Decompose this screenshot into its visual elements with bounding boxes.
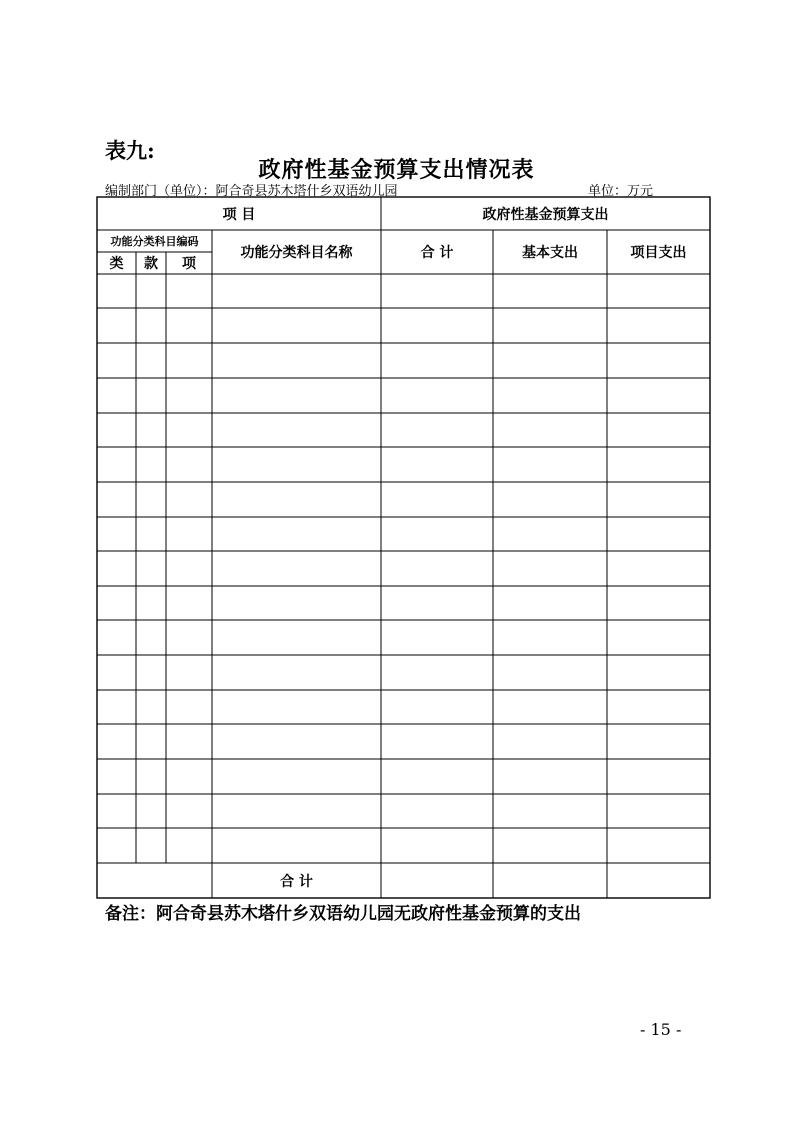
page-number: - 15 - — [640, 1020, 682, 1039]
header-col-kuan: 款 — [144, 256, 158, 272]
header-item-group: 项 目 — [222, 206, 256, 223]
header-col-project: 项目支出 — [630, 245, 687, 261]
header-function-code: 功能分类科目编码 — [110, 235, 199, 248]
header-expense-group: 政府性基金预算支出 — [482, 206, 609, 223]
page-title: 政府性基金预算支出情况表 — [258, 157, 535, 183]
header-col-basic: 基本支出 — [522, 245, 578, 261]
remark-note: 备注：阿合奇县苏木塔什乡双语幼儿园无政府性基金预算的支出 — [105, 904, 581, 924]
header-col-name: 功能分类科目名称 — [240, 245, 353, 261]
header-col-xiang: 项 — [182, 256, 196, 272]
compiling-unit-label: 编制部门（单位）：阿合奇县苏木塔什乡双语幼儿园 — [105, 184, 398, 199]
table-number: 表九: — [105, 138, 155, 163]
total-row-label: 合 计 — [280, 873, 313, 890]
header-col-lei: 类 — [109, 256, 124, 272]
header-col-total: 合 计 — [420, 245, 454, 261]
currency-unit-label: 单位：万元 — [588, 184, 654, 199]
